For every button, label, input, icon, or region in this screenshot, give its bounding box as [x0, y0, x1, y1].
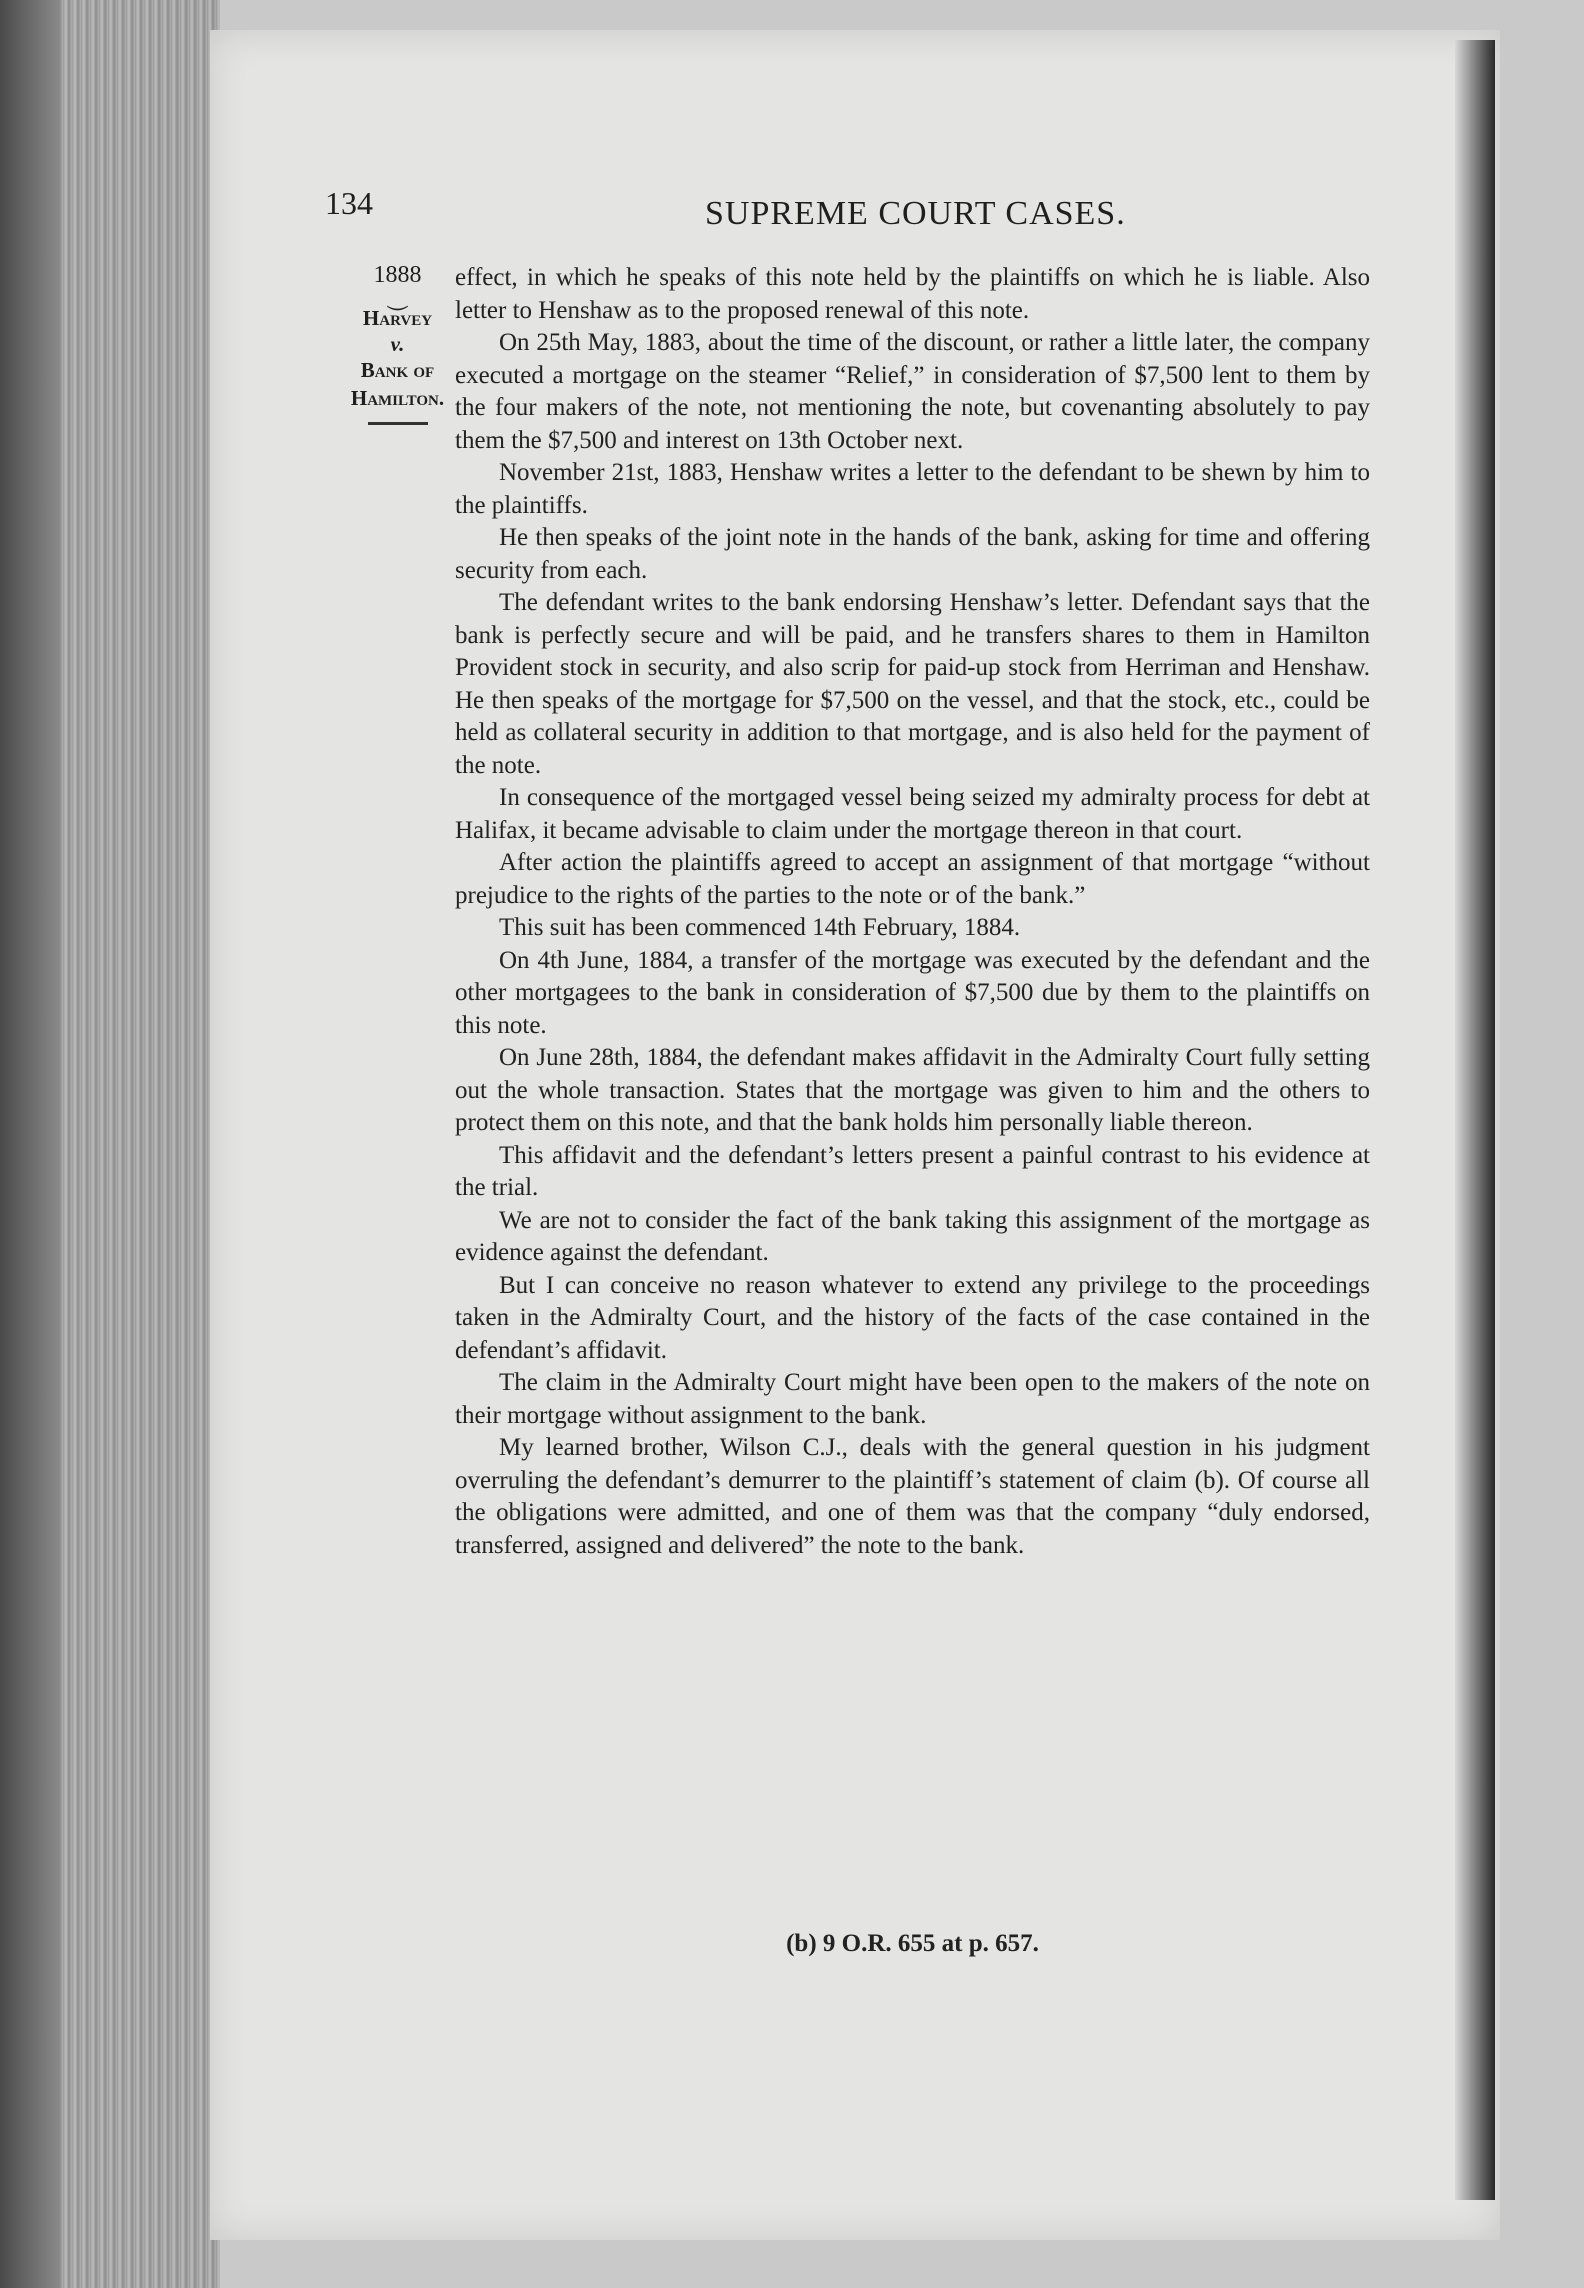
margin-party-2a: Bank of: [360, 358, 435, 382]
binding-shadow: [0, 0, 60, 2288]
paragraph: We are not to consider the fact of the bank taking this assignment of the mortgage as evidence against the defendant.: [455, 1206, 1370, 1266]
paragraph: On June 28th, 1884, the defendant makes affidavit in the Admiralty Court fully setting out the whole transaction. States that the mortgage was given to him and the others to protect them on this note, and that the bank holds him personally liable thereon.: [455, 1044, 1370, 1136]
body-text: [455, 262, 1370, 1562]
margin-party-1: Harvey: [362, 306, 433, 330]
paragraph: But I can conceive no reason whatever to extend any privilege to the proceedings taken in the Admiralty Court, and the history of the facts of the case contained in the defendant’s affidavit.: [455, 1271, 1370, 1364]
margin-squiggle: ⏝: [386, 284, 409, 309]
paragraph: After action the plaintiffs agreed to accept an assignment of that mortgage “without prejudice to the rights of the parties to the note or of the bank.”: [455, 849, 1370, 909]
footnote: (b) 9 O.R. 655 at p. 657.: [786, 1930, 1039, 1957]
margin-note: [325, 260, 470, 425]
running-title: SUPREME COURT CASES.: [705, 195, 1126, 232]
paragraph: He then speaks of the joint note in the hands of the bank, asking for time and offering security from each.: [455, 524, 1370, 584]
paragraph: The defendant writes to the bank endorsing Henshaw’s letter. Defendant says that the bank is perfectly secure and will be paid, and he transfers shares to them in Hamilton Provident stock in security, and also scrip for paid-up stock from Herriman and Henshaw. He then speaks of the mortgage for $7,500 on the vessel, and that the stock, etc., could be held as collateral security in addition to that mortgage, and is also held for the payment of the note.: [455, 589, 1370, 779]
right-page-edge: [1455, 40, 1495, 2200]
margin-versus: v.: [390, 332, 405, 356]
margin-year: 1888: [373, 262, 422, 288]
paragraph: My learned brother, Wilson C.J., deals with the general question in his judgment overruling the defendant’s demurrer to the plaintiff’s statement of claim (b). Of course all the obligations were admitted, and one of them was that the company “duly endorsed, transferred, assigned and delivered” the note to the bank.: [455, 1434, 1370, 1559]
paragraph: effect, in which he speaks of this note held by the plaintiffs on which he is liable. Also letter to Henshaw as to the proposed renewal of this note.: [455, 264, 1370, 324]
margin-party-2b: Hamilton.: [350, 386, 445, 410]
paragraph: The claim in the Admiralty Court might have been open to the makers of the note on their mortgage without assignment to the bank.: [455, 1369, 1370, 1429]
paragraph: On 25th May, 1883, about the time of the discount, or rather a little later, the company executed a mortgage on the steamer “Relief,” in consideration of $7,500 lent to them by the four makers of the note, not mentioning the note, but covenanting absolutely to pay them the $7,500 and interest on 13th October next.: [455, 329, 1370, 454]
page-header: [325, 185, 1175, 235]
page-number: 134: [325, 185, 373, 221]
paragraph: November 21st, 1883, Henshaw writes a letter to the defendant to be shewn by him to the plaintiffs.: [455, 459, 1370, 519]
margin-rule: [368, 422, 428, 425]
paragraph: This affidavit and the defendant’s letters present a painful contrast to his evidence at the trial.: [455, 1141, 1370, 1201]
paragraph: In consequence of the mortgaged vessel being seized my admiralty process for debt at Halifax, it became advisable to claim under the mortgage thereon in that court.: [455, 784, 1370, 844]
paragraph: On 4th June, 1884, a transfer of the mortgage was executed by the defendant and the other mortgagees to the bank in consideration of $7,500 due by them to the plaintiffs on this note.: [455, 946, 1370, 1039]
paragraph: This suit has been commenced 14th February, 1884.: [499, 914, 1021, 941]
